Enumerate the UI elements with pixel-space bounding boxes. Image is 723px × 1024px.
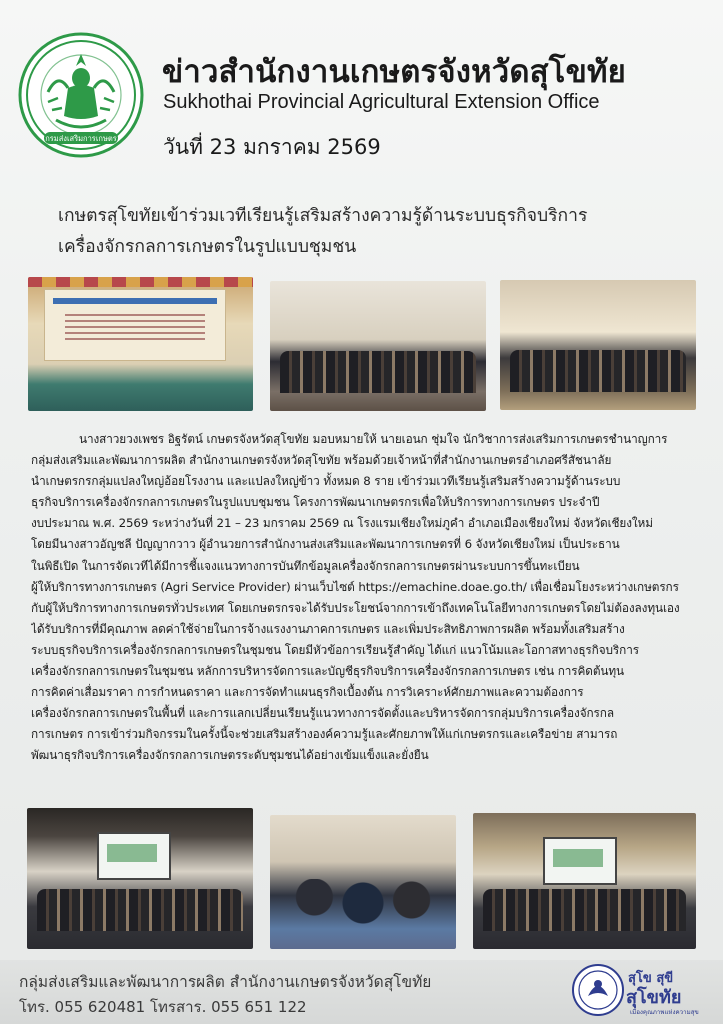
- photo-presentation-screen: [473, 813, 696, 949]
- body-line: ผู้ให้บริการทางการเกษตร (Agri Service Provider) ผ่านเว็บไซต์ https://emachine.doae.go.th/ เพื่อเชื่อมโยงระหว่างเกษตรกร: [31, 579, 679, 594]
- city-logo-tagline: เมืองคุณภาพแห่งความสุข: [630, 1009, 699, 1016]
- body-line: งบประมาณ พ.ศ. 2569 ระหว่างวันที่ 21 – 23 มกราคม 2569 ณ โรงแรมเชียงใหม่ภูคำ อำเภอเมืองเชียงใหม่ จังหวัดเชียงใหม่: [31, 516, 653, 531]
- photo-group-on-stage: [270, 281, 486, 411]
- sukhothai-city-logo-icon: [570, 962, 718, 1018]
- headline-line: เครื่องจักรกลการเกษตรในรูปแบบชุมชน: [58, 237, 357, 257]
- news-headline: [58, 201, 668, 263]
- seal-text: กรมส่งเสริมการเกษตร: [45, 134, 117, 143]
- photo-group-standing: [500, 280, 696, 410]
- body-line: ได้รับบริการที่มีคุณภาพ ลดค่าใช้จ่ายในการจ้างแรงงานภาคการเกษตร และเพิ่มประสิทธิภาพการผลิต พร้อมทั้งเสริมสร้าง: [31, 621, 625, 636]
- news-date: วันที่ 23 มกราคม 2569: [163, 135, 381, 159]
- body-line: เครื่องจักรกลการเกษตรในชุมชน หลักการบริหารจัดการและบัญชีธุรกิจบริการเครื่องจักรกลการเกษตร เช่น การคิดต้นทุน: [31, 664, 625, 679]
- photo-group-discussion: [270, 815, 456, 949]
- body-line: กลุ่มส่งเสริมและพัฒนาการผลิต สำนักงานเกษตรจังหวัดสุโขทัย พร้อมด้วยเจ้าหน้าที่สำนักงานเกษตรอำเภอศรีสัชนาลัย: [31, 453, 612, 468]
- office-name-english: Sukhothai Provincial Agricultural Extension Office: [163, 91, 600, 113]
- city-logo-line1: สุโข สุขี: [628, 971, 674, 986]
- audience-people: [37, 889, 243, 931]
- body-line: นำเกษตรกรกลุ่มแปลงใหญ่อ้อยโรงงาน และแปลงใหญ่ข้าว ทั้งหมด 8 ราย เข้าร่วมเวทีเรียนรู้เสริมสร้างความรู้ด้านระบบ: [31, 474, 621, 489]
- audience-people: [483, 889, 686, 931]
- projector-screen: [97, 832, 171, 880]
- group-people: [280, 351, 476, 393]
- footer-contact: โทร. 055 620481 โทรสาร. 055 651 122: [19, 998, 307, 1016]
- department-seal-icon: [18, 32, 144, 158]
- body-line: การคิดค่าเสื่อมราคา การกำหนดราคา และการจัดทำแผนธุรกิจเบื้องต้น การวิเคราะห์ศักยภาพและความต้องการ: [31, 685, 584, 700]
- body-line: พัฒนาธุรกิจบริการเครื่องจักรกลการเกษตรระดับชุมชนได้อย่างเข้มแข็งและยั่งยืน: [31, 748, 429, 763]
- footer-organization: กลุ่มส่งเสริมและพัฒนาการผลิต สำนักงานเกษตรจังหวัดสุโขทัย: [19, 973, 432, 991]
- news-body: [31, 429, 694, 767]
- projector-screen: [543, 837, 617, 885]
- discussion-people: [282, 879, 444, 939]
- body-line: ระบบธุรกิจบริการเครื่องจักรกลการเกษตรในชุมชน โดยมีหัวข้อการเรียนรู้สำคัญ ได้แก่ แนวโน้มและโอกาสทางธุรกิจบริการ: [31, 642, 639, 657]
- body-line: ธุรกิจบริการเครื่องจักรกลการเกษตรในรูปแบบชุมชน โครงการพัฒนาเกษตรกรเพื่อให้บริการทางการเกษตร ประจำปี: [31, 495, 600, 510]
- body-line: เครื่องจักรกลการเกษตรในพื้นที่ และการแลกเปลี่ยนเรียนรู้แนวทางการจัดตั้งและบริหารจัดการกลุ่มบริการเครื่องจักรกล: [31, 706, 614, 721]
- body-line: ในพิธีเปิด ในการจัดเวทีได้มีการชี้แจงแนวทางการบันทึกข้อมูลเครื่องจักรกลการเกษตรผ่านระบบการขึ้นทะเบียน: [31, 558, 580, 573]
- stage-drape: [28, 277, 253, 287]
- body-line: กับผู้ให้บริการทางการเกษตรทั่วประเทศ โดยเกษตรกรจะได้รับประโยชน์จากการเข้าถึงเทคโนโลยีทางการเกษตรโดยไม่ต้องลงทุนเอง: [31, 600, 680, 615]
- headline-line: เกษตรสุโขทัยเข้าร่วมเวทีเรียนรู้เสริมสร้างความรู้ด้านระบบธุรกิจบริการ: [58, 206, 588, 226]
- body-line: โดยมีนางสาวอัญชลี ปัญญากวาว ผู้อำนวยการสำนักงานส่งเสริมและพัฒนาการเกษตรที่ 6 จังหวัดเชียงใหม่ เป็นประธาน: [31, 537, 620, 552]
- page-title: ข่าวสำนักงานเกษตรจังหวัดสุโขทัย: [162, 54, 627, 90]
- photo-audience-hall: [27, 808, 253, 949]
- city-logo-line2: สุโขทัย: [626, 987, 682, 1008]
- stage-banner: [44, 289, 226, 361]
- body-line: การเกษตร การเข้าร่วมกิจกรรมในครั้งนี้จะช่วยเสริมสร้างองค์ความรู้และศักยภาพให้แก่เกษตรกรและเครือข่าย สามารถ: [31, 727, 618, 742]
- group-people: [510, 350, 686, 392]
- photo-opening-ceremony: [28, 277, 253, 411]
- body-line: นางสาวยวงเพชร อิฐรัตน์ เกษตรจังหวัดสุโขทัย มอบหมายให้ นายเอนก ชุ่มใจ นักวิชาการส่งเสริมการเกษตรชำนาญการ: [79, 432, 668, 446]
